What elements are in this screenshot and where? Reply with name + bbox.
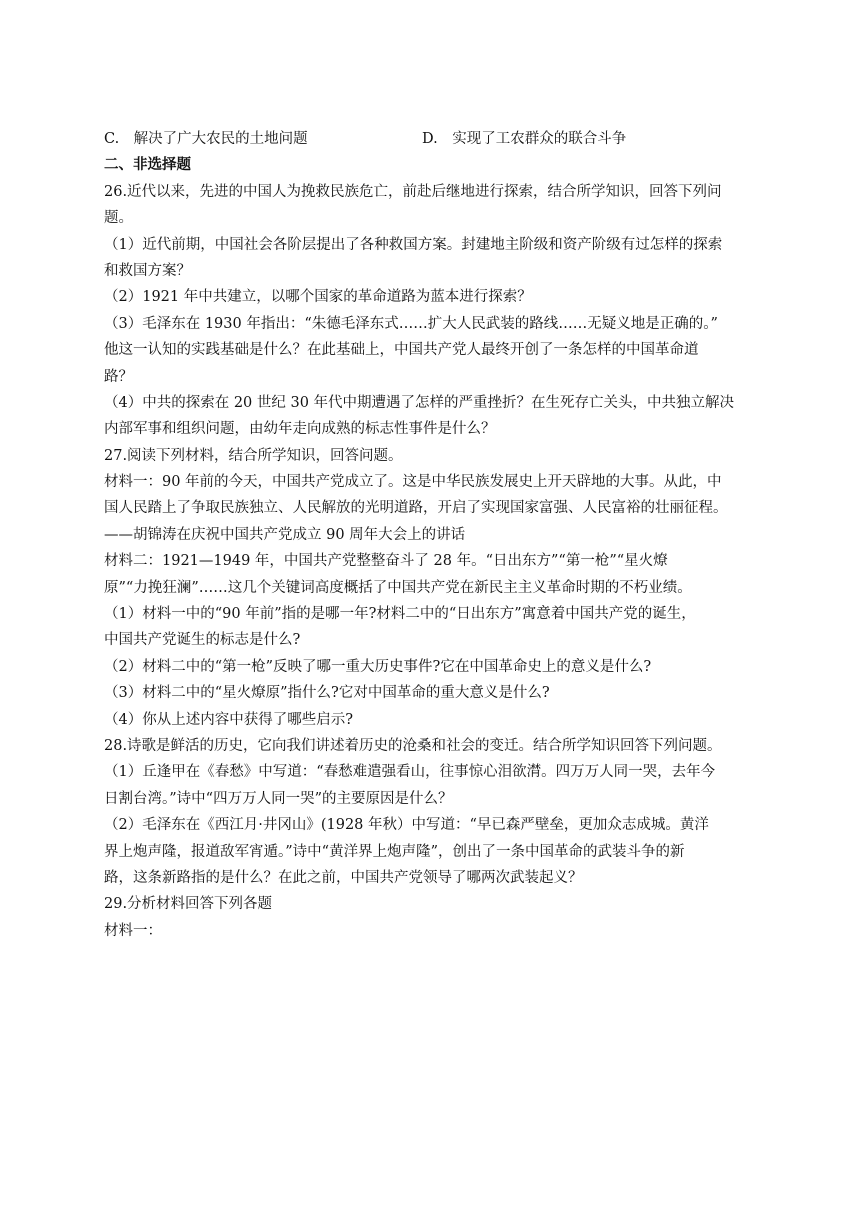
text-line: 路，这条新路指的是什么？在此之前，中国共产党领导了哪两次武装起义？ xyxy=(104,869,583,886)
text-line: （4）你从上述内容中获得了哪些启示? xyxy=(104,711,353,728)
text-line: （3）材料二中的“星火燎原”指什么?它对中国革命的重大意义是什么? xyxy=(104,685,550,702)
text-line: ——胡锦涛在庆祝中国共产党成立 90 周年大会上的讲话 xyxy=(104,526,466,543)
text-line: 中国共产党诞生的标志是什么? xyxy=(104,632,301,649)
text-line: 日割台湾。”诗中“四万万人同一哭”的主要原因是什么？ xyxy=(104,790,453,807)
text-line: 和救国方案？ xyxy=(104,262,191,279)
text-line: 题。 xyxy=(104,210,133,227)
text-line: （3）毛泽东在 1930 年指出：“朱德毛泽东式……扩大人民武装的路线……无疑义地是正确的。” xyxy=(104,315,718,332)
option-c: C. 解决了广大农民的土地问题 xyxy=(104,131,308,147)
text-line: 国人民踏上了争取民族独立、人民解放的光明道路，开启了实现国家富强、人民富裕的壮丽征程。 xyxy=(104,500,728,517)
text-line: 材料一： xyxy=(104,922,162,939)
text-line: 29.分析材料回答下列各题 xyxy=(104,896,273,913)
text-line: 界上炮声隆，报道敌军宵遁。”诗中“黄洋界上炮声隆”，创出了一条中国革命的武装斗争的新 xyxy=(104,843,685,860)
answer-options-row xyxy=(104,126,764,152)
text-line: 材料一：90 年前的今天，中国共产党成立了。这是中华民族发展史上开天辟地的大事。从此，中 xyxy=(104,474,722,491)
text-line: （1）材料一中的“90 年前”指的是哪一年?材料二中的“日出东方”寓意着中国共产党的诞生， xyxy=(104,606,696,623)
section-title: 二、非选择题 xyxy=(104,157,191,174)
text-line: 内部军事和组织问题，由幼年走向成熟的标志性事件是什么？ xyxy=(104,421,496,438)
text-line: （2）毛泽东在《西江月·井冈山》(1928 年秋）中写道：“早已森严壁垒，更加众志成城。黄洋 xyxy=(104,817,709,834)
text-line: （1）丘逢甲在《春愁》中写道：“春愁难遣强看山，往事惊心泪欲潸。四万万人同一哭，去年今 xyxy=(104,764,716,781)
text-line: 他这一认知的实践基础是什么？在此基础上，中国共产党人最终开创了一条怎样的中国革命道 xyxy=(104,342,699,359)
text-line: （2）材料二中的“第一枪”反映了哪一重大历史事件?它在中国革命史上的意义是什么? xyxy=(104,658,652,675)
text-line: 原”“力挽狂澜”……这几个关键词高度概括了中国共产党在新民主主义革命时期的不朽业绩。 xyxy=(104,579,692,596)
text-line: 27.阅读下列材料，结合所学知识，回答问题。 xyxy=(104,447,403,464)
text-line: 28.诗歌是鲜活的历史，它向我们讲述着历史的沧桑和社会的变迁。结合所学知识回答下列问题。 xyxy=(104,737,722,754)
question-text xyxy=(104,179,764,944)
text-line: （1）近代前期，中国社会各阶层提出了各种救国方案。封建地主阶级和资产阶级有过怎样的探索 xyxy=(104,236,723,253)
text-line: （4）中共的探索在 20 世纪 30 年代中期遭遇了怎样的严重挫折？在生死存亡关头，中共独立解决 xyxy=(104,394,735,411)
text-line: 26.近代以来，先进的中国人为挽救民族危亡，前赴后继地进行探索，结合所学知识，回答下列问 xyxy=(104,183,722,200)
text-line: 路？ xyxy=(104,368,133,385)
option-d: D. 实现了工农群众的联合斗争 xyxy=(422,131,627,147)
text-line: 材料二：1921—1949 年，中国共产党整整奋斗了 28 年。“日出东方”“第一枪”“星火燎 xyxy=(104,553,668,570)
text-line: （2）1921 年中共建立，以哪个国家的革命道路为蓝本进行探索？ xyxy=(104,289,532,306)
exam-page xyxy=(104,126,764,944)
